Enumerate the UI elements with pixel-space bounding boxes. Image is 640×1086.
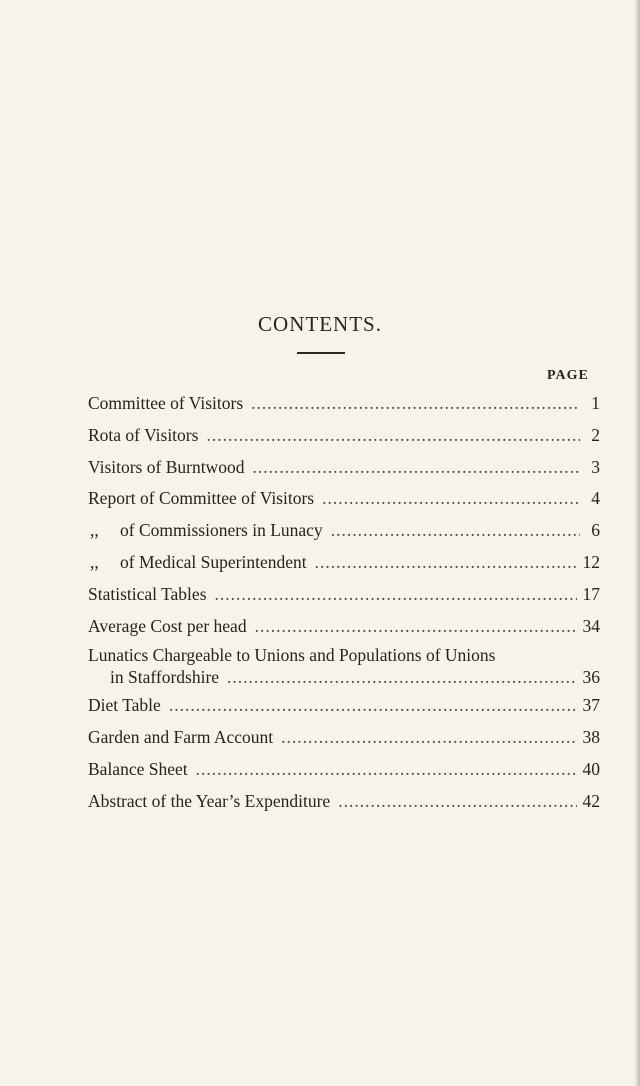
- leader-dots: [227, 666, 576, 688]
- toc-entry[interactable]: [88, 483, 600, 515]
- leader-dots: [281, 722, 576, 754]
- toc-entry[interactable]: [88, 754, 600, 786]
- toc-entry[interactable]: [88, 786, 600, 818]
- leader-dots: [338, 786, 576, 818]
- toc-entry-label: Average Cost per head: [88, 615, 247, 636]
- toc-entry-label: Report of Committee of Visitors: [88, 488, 315, 509]
- toc-entry-page: 38: [582, 727, 600, 748]
- toc-entry[interactable]: [88, 452, 600, 484]
- toc-entry-page: 42: [582, 790, 600, 811]
- toc-entry-page: 4: [591, 488, 600, 509]
- toc-entry[interactable]: [88, 388, 600, 420]
- toc-entry[interactable]: [88, 642, 600, 690]
- toc-entry-label: [88, 515, 323, 547]
- page-column-heading: PAGE: [547, 368, 589, 383]
- toc-entry-label: [88, 547, 307, 579]
- toc-entry-text: of Commissioners in Lunacy: [120, 520, 323, 541]
- table-of-contents: [88, 388, 600, 818]
- toc-entry[interactable]: [88, 579, 600, 611]
- toc-entry-page: 6: [591, 520, 600, 541]
- toc-entry-label: Balance Sheet: [88, 758, 188, 779]
- ditto-mark: ,,: [90, 520, 99, 541]
- toc-entry-label: Garden and Farm Account: [88, 727, 274, 748]
- toc-entry-label: Visitors of Burntwood: [88, 456, 245, 477]
- page-edge: [634, 0, 640, 1086]
- page-title: CONTENTS.: [258, 312, 382, 336]
- toc-entry-label: Committee of Visitors: [88, 393, 244, 413]
- ditto-mark: ,,: [90, 551, 99, 572]
- toc-entry-page: 34: [582, 615, 600, 636]
- leader-dots: [206, 420, 580, 452]
- toc-entry[interactable]: [88, 690, 600, 722]
- leader-dots: [331, 515, 580, 547]
- toc-entry[interactable]: [88, 547, 600, 579]
- toc-entry-label: Diet Table: [88, 695, 161, 716]
- toc-entry-label-cont: in Staffordshire: [110, 667, 220, 688]
- toc-entry-text: of Medical Superintendent: [120, 551, 307, 572]
- toc-entry[interactable]: [88, 611, 600, 643]
- toc-entry-continuation: [88, 666, 600, 690]
- toc-entry-label: Rota of Visitors: [88, 424, 199, 445]
- toc-entry-page: 3: [591, 456, 600, 477]
- toc-entry-page: 37: [582, 695, 600, 716]
- leader-dots: [255, 611, 577, 643]
- leader-dots: [215, 579, 577, 611]
- leader-dots: [315, 547, 577, 579]
- toc-entry[interactable]: [88, 722, 600, 754]
- leader-dots: [252, 452, 580, 484]
- toc-entry-page: 36: [582, 667, 600, 688]
- toc-entry-label: Abstract of the Year’s Expenditure: [88, 790, 331, 811]
- toc-entry-label: Lunatics Chargeable to Unions and Populations of Unions: [88, 645, 496, 666]
- title-rule: [297, 352, 345, 354]
- leader-dots: [322, 483, 580, 515]
- toc-entry-page: 17: [582, 583, 600, 604]
- toc-entry[interactable]: [88, 420, 600, 452]
- toc-entry-page: 40: [582, 758, 600, 779]
- leader-dots: [196, 754, 577, 786]
- toc-entry[interactable]: [88, 515, 600, 547]
- toc-entry-page: 12: [582, 551, 600, 572]
- leader-dots: [251, 388, 580, 420]
- toc-entry-page: 1: [591, 393, 600, 413]
- toc-entry-label: Statistical Tables: [88, 583, 207, 604]
- leader-dots: [169, 690, 577, 722]
- toc-entry-page: 2: [591, 424, 600, 445]
